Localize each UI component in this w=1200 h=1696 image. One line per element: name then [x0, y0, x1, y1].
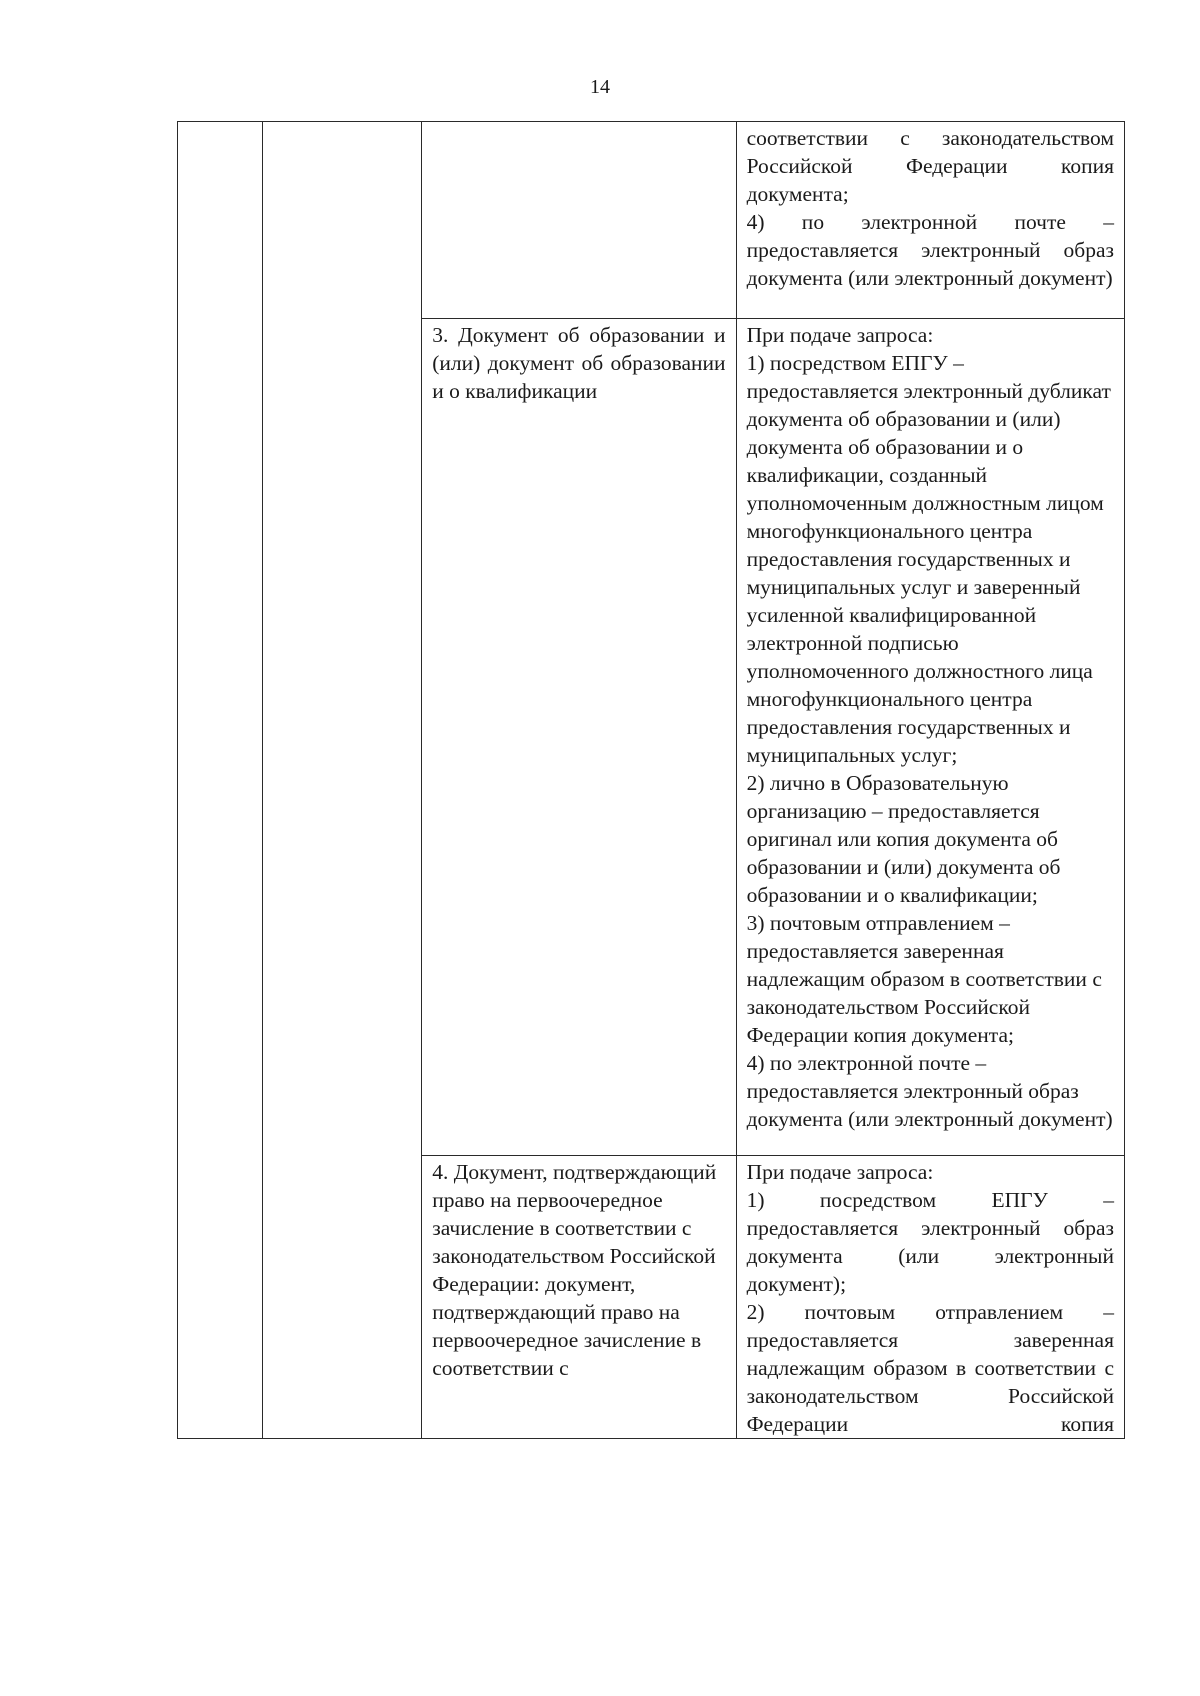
submission-method-item: 4) по электронной почте – предоставляется электронный образ документа (или электронный документ) [746, 210, 1114, 290]
submission-method-cell [736, 319, 1124, 1156]
submission-method-item: 2) почтовым отправлением – предоставляется заверенная надлежащим образом в соответствии с законодательством Российской Федерации копия [746, 1300, 1114, 1436]
submission-method-item: 1) посредством ЕПГУ – предоставляется электронный образ документа (или электронный документ); [746, 1188, 1114, 1296]
table-cell-empty-2 [263, 122, 422, 1439]
document-name: 4. Документ, подтверждающий право на первоочередное зачисление в соответствии с законодательством Российской Федерации: документ, подтверждающий право на первоочередное зачисление в соответствии с [432, 1160, 717, 1380]
document-table [177, 121, 1125, 1439]
table-row [178, 122, 1125, 319]
submission-method-item: соответствии с законодательством Российской Федерации копия документа; [746, 126, 1114, 206]
document-cell [422, 1156, 736, 1439]
submission-method-item: 4) по электронной почте – предоставляется электронный образ документа (или электронный документ) [746, 1051, 1113, 1131]
page-number: 14 [590, 76, 610, 98]
submission-method-item: При подаче запроса: [746, 323, 934, 347]
table-cell-empty-1 [178, 122, 263, 1439]
submission-method-item: 1) посредством ЕПГУ – предоставляется электронный дубликат документа об образовании и (или) документа об образовании и о квалификации, созданный уполномоченным должностным лицом многофункционального центра предоставления государственных и муниципальных услуг и заверенный усиленной квалифицированной электронной подписью уполномоченного должностного лица многофункционального центра предоставления государственных и муниципальных услуг; [746, 351, 1111, 767]
document-cell [422, 122, 736, 319]
submission-method-item: При подаче запроса: [746, 1160, 934, 1184]
document-cell [422, 319, 736, 1156]
submission-method-cell [736, 1156, 1124, 1439]
submission-method-item: 3) почтовым отправлением – предоставляется заверенная надлежащим образом в соответствии с законодательством Российской Федерации копия документа; [746, 911, 1102, 1047]
submission-method-cell [736, 122, 1124, 319]
submission-method-item: 2) лично в Образовательную организацию – предоставляется оригинал или копия документа об образовании и (или) документа об образовании и о квалификации; [746, 771, 1061, 907]
document-name: 3. Документ об образовании и (или) документ об образовании и о квалификации [432, 323, 726, 403]
